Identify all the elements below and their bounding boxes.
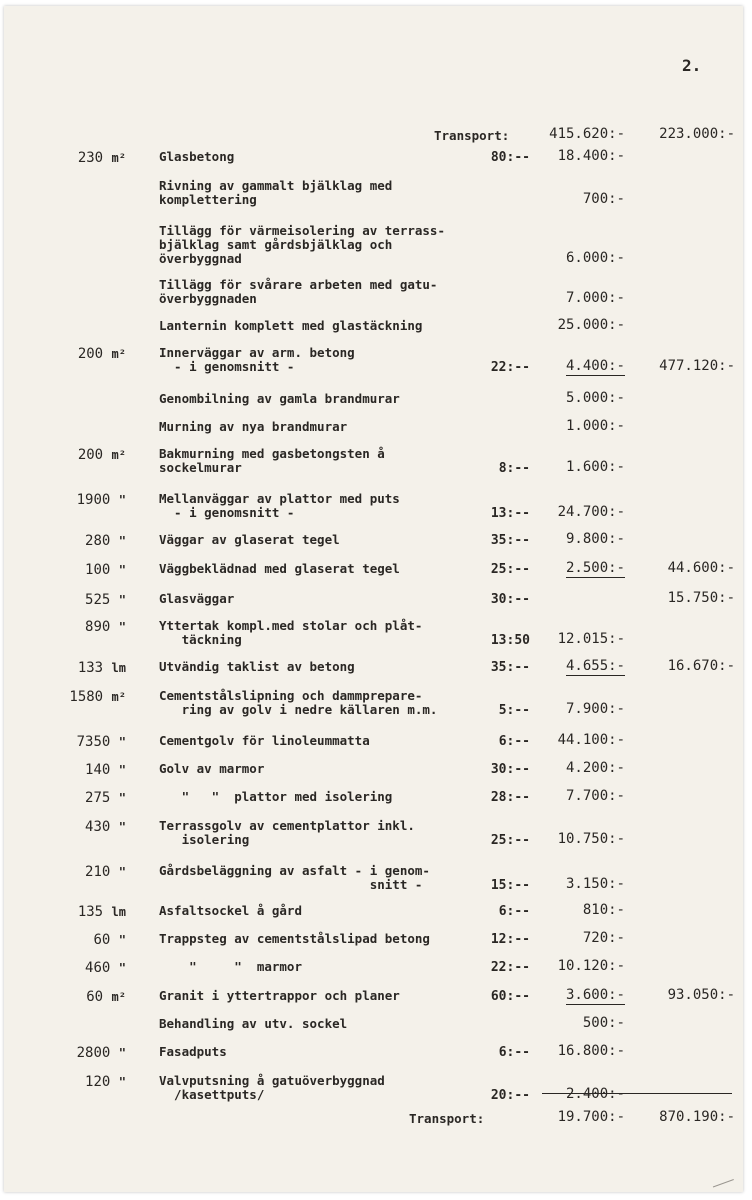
row-quantity-value: 60 <box>93 932 111 948</box>
row-amount: 9.800:- <box>565 531 625 547</box>
row-quantity-value: 7350 <box>76 734 111 750</box>
row-amount: 18.400:- <box>557 148 625 164</box>
row-quantity <box>78 150 126 166</box>
row-amount: 1.600:- <box>565 459 625 475</box>
row-quantity <box>77 492 126 508</box>
row-description <box>159 734 479 748</box>
row-description-line: täckning <box>159 632 242 647</box>
row-description-line: isolering <box>159 832 250 847</box>
row-description <box>159 278 479 306</box>
row-description <box>159 150 479 164</box>
row-description-line: Lanternin komplett med glastäckning <box>159 318 423 333</box>
row-description <box>159 562 479 576</box>
row-description <box>159 179 479 207</box>
row-unit-price: 6:-- <box>498 1045 530 1060</box>
row-quantity-value: 200 <box>77 346 104 362</box>
row-description-line: Tillägg för värmeisolering av terrass- <box>159 223 445 238</box>
row-description-line: " " plattor med isolering <box>159 789 393 804</box>
row-group-total: 93.050:- <box>667 987 735 1003</box>
row-amount: 16.800:- <box>557 1043 625 1059</box>
row-unit-price: 13:-- <box>490 506 530 521</box>
row-description <box>159 346 479 374</box>
row-description-line: Valvputsning å gatuöverbyggnad <box>159 1073 385 1088</box>
row-unit-price: 25:-- <box>490 562 530 577</box>
row-quantity <box>77 1045 126 1061</box>
row-description-line: Asfaltsockel å gård <box>159 903 302 918</box>
row-description <box>159 660 479 674</box>
row-unit: lm <box>111 905 126 919</box>
row-description-line: snitt - <box>159 877 423 892</box>
row-description-line: Tillägg för svårare arbeten med gatu- <box>159 277 438 292</box>
row-amount: 7.000:- <box>565 290 625 306</box>
row-description-line: Väggar av glaserat tegel <box>159 532 340 547</box>
row-unit-price: 35:-- <box>490 660 530 675</box>
row-description-line: ring av golv i nedre källaren m.m. <box>159 702 438 717</box>
row-unit-price: 13:50 <box>490 633 530 648</box>
row-quantity-value: 460 <box>85 960 111 976</box>
row-quantity-value: 2800 <box>76 1045 111 1061</box>
row-amount: 12.015:- <box>557 631 625 647</box>
row-description <box>159 762 479 776</box>
row-quantity <box>86 989 126 1005</box>
row-quantity-value: 280 <box>85 533 111 549</box>
row-description-line: bjälklag samt gårdsbjälklag och <box>159 237 393 252</box>
row-description-line: - i genomsnitt - <box>159 359 295 374</box>
row-description-line: Innerväggar av arm. betong <box>159 345 355 360</box>
row-description-line: Golv av marmor <box>159 761 265 776</box>
transport-top-total: 223.000:- <box>659 126 735 142</box>
row-unit: m² <box>111 151 126 165</box>
row-description <box>159 592 479 606</box>
row-description-line: Terrassgolv av cementplattor inkl. <box>159 818 415 833</box>
row-description-line: Mellanväggar av plattor med puts <box>159 491 400 506</box>
row-description <box>159 819 479 847</box>
row-unit-price: 12:-- <box>490 932 530 947</box>
row-unit: " <box>118 563 126 577</box>
row-description-line: Utvändig taklist av betong <box>159 659 355 674</box>
row-quantity <box>85 619 126 635</box>
row-amount: 7.700:- <box>565 788 625 804</box>
row-quantity <box>85 533 126 549</box>
row-quantity <box>85 790 126 806</box>
row-unit-price: 22:-- <box>490 960 530 975</box>
row-amount: 10.120:- <box>557 958 625 974</box>
row-description <box>159 904 479 918</box>
row-unit-price: 35:-- <box>490 533 530 548</box>
row-unit: lm <box>111 661 126 675</box>
row-description-line: Glasväggar <box>159 591 235 606</box>
row-group-total: 16.670:- <box>667 658 735 674</box>
row-group-total: 44.600:- <box>667 560 735 576</box>
row-description-line: /kasettputs/ <box>159 1087 265 1102</box>
row-amount: 4.200:- <box>565 760 625 776</box>
transport-bottom-sum: 19.700:- <box>557 1109 625 1125</box>
row-description <box>159 392 479 406</box>
row-unit: " <box>118 865 126 879</box>
row-description-line: komplettering <box>159 192 257 207</box>
row-description <box>159 420 479 434</box>
row-quantity <box>69 689 126 705</box>
row-description-line: sockelmurar <box>159 460 242 475</box>
transport-top-label: Transport: <box>434 128 510 143</box>
row-quantity-value: 430 <box>85 819 111 835</box>
row-quantity-value: 135 <box>77 904 104 920</box>
row-unit: " <box>118 593 126 607</box>
document-page <box>4 6 743 1192</box>
row-description <box>159 790 479 804</box>
row-description <box>159 492 479 520</box>
row-unit: " <box>118 820 126 834</box>
row-description <box>159 689 479 717</box>
row-unit: " <box>118 791 126 805</box>
row-unit: m² <box>111 347 126 361</box>
row-description-line: överbyggnaden <box>159 291 257 306</box>
row-group-total: 15.750:- <box>667 590 735 606</box>
row-description-line: Trappsteg av cementstålslipad betong <box>159 931 430 946</box>
row-quantity <box>78 447 126 463</box>
row-description <box>159 1074 479 1102</box>
row-quantity-value: 275 <box>85 790 111 806</box>
row-quantity <box>78 346 126 362</box>
row-quantity-value: 890 <box>85 619 111 635</box>
row-description-line: " " marmor <box>159 959 302 974</box>
row-amount: 1.000:- <box>565 418 625 434</box>
row-description-line: Glasbetong <box>159 149 235 164</box>
row-quantity-value: 60 <box>86 989 104 1005</box>
row-amount: 720:- <box>582 930 625 946</box>
row-quantity-value: 230 <box>77 150 104 166</box>
row-amount: 500:- <box>582 1015 625 1031</box>
row-description-line: Rivning av gammalt bjälklag med <box>159 178 393 193</box>
row-quantity <box>85 592 126 608</box>
row-unit-price: 28:-- <box>490 790 530 805</box>
row-unit-price: 30:-- <box>490 762 530 777</box>
row-description <box>159 989 479 1003</box>
row-quantity <box>85 819 126 835</box>
row-amount: 2.500:- <box>565 560 625 576</box>
row-description-line: Gårdsbeläggning av asfalt - i genom- <box>159 863 430 878</box>
row-description-line: Murning av nya brandmurar <box>159 419 348 434</box>
transport-bottom-total: 870.190:- <box>659 1109 735 1125</box>
row-description <box>159 619 479 647</box>
row-unit: " <box>118 534 126 548</box>
row-quantity-value: 140 <box>85 762 111 778</box>
row-unit-price: 5:-- <box>498 703 530 718</box>
page-corner-mark <box>710 1172 734 1188</box>
row-quantity-value: 525 <box>85 592 111 608</box>
row-amount: 24.700:- <box>557 504 625 520</box>
row-amount: 810:- <box>582 902 625 918</box>
row-description <box>159 960 479 974</box>
row-amount: 2.400:- <box>565 1086 625 1102</box>
transport-top-sum: 415.620:- <box>549 126 625 142</box>
row-description-line: Yttertak kompl.med stolar och plåt- <box>159 618 423 633</box>
row-unit: " <box>118 1046 126 1060</box>
row-quantity-value: 210 <box>85 864 111 880</box>
row-description-line: Väggbeklädnad med glaserat tegel <box>159 561 400 576</box>
page-number: 2. <box>682 56 702 75</box>
row-amount: 4.655:- <box>565 658 625 674</box>
row-description-line: Genombilning av gamla brandmurar <box>159 391 400 406</box>
row-quantity <box>85 960 126 976</box>
sum-rule <box>542 1093 732 1094</box>
row-description-line: Cementgolv för linoleummatta <box>159 733 370 748</box>
row-amount: 44.100:- <box>557 732 625 748</box>
row-unit: m² <box>111 690 126 704</box>
row-description-line: Bakmurning med gasbetongsten å <box>159 446 385 461</box>
row-unit-price: 6:-- <box>498 904 530 919</box>
row-description <box>159 447 479 475</box>
row-quantity <box>85 762 126 778</box>
row-unit-price: 25:-- <box>490 833 530 848</box>
row-description <box>159 224 479 266</box>
row-unit: " <box>118 620 126 634</box>
row-unit-price: 80:-- <box>490 150 530 165</box>
row-unit-price: 30:-- <box>490 592 530 607</box>
row-description <box>159 533 479 547</box>
row-quantity <box>78 660 126 676</box>
row-amount: 10.750:- <box>557 831 625 847</box>
row-quantity <box>78 904 126 920</box>
row-description <box>159 864 479 892</box>
row-amount: 6.000:- <box>565 250 625 266</box>
row-amount: 3.150:- <box>565 876 625 892</box>
row-amount: 5.000:- <box>565 390 625 406</box>
row-unit-price: 20:-- <box>490 1088 530 1103</box>
row-unit: " <box>118 763 126 777</box>
row-unit-price: 15:-- <box>490 878 530 893</box>
row-description-line: - i genomsnitt - <box>159 505 295 520</box>
row-quantity <box>93 932 126 948</box>
row-unit-price: 6:-- <box>498 734 530 749</box>
row-quantity <box>85 864 126 880</box>
row-quantity-value: 1900 <box>76 492 111 508</box>
row-unit-price: 60:-- <box>490 989 530 1004</box>
row-unit-price: 8:-- <box>498 461 530 476</box>
row-quantity-value: 133 <box>77 660 104 676</box>
row-description-line: Behandling av utv. sockel <box>159 1016 348 1031</box>
row-description-line: Fasadputs <box>159 1044 227 1059</box>
row-amount: 3.600:- <box>565 987 625 1003</box>
row-description-line: Cementstålslipning och dammprepare- <box>159 688 423 703</box>
row-amount: 700:- <box>582 191 625 207</box>
row-quantity-value: 100 <box>85 562 111 578</box>
row-quantity-value: 120 <box>85 1074 111 1090</box>
row-description <box>159 932 479 946</box>
row-unit: m² <box>111 448 126 462</box>
row-amount: 25.000:- <box>557 317 625 333</box>
row-unit: " <box>118 493 126 507</box>
row-unit: " <box>118 1075 126 1089</box>
row-quantity <box>85 1074 126 1090</box>
row-quantity <box>85 562 126 578</box>
row-description <box>159 1045 479 1059</box>
row-amount: 4.400:- <box>565 358 625 374</box>
row-description-line: Granit i yttertrappor och planer <box>159 988 400 1003</box>
row-quantity-value: 200 <box>77 447 104 463</box>
row-unit: " <box>118 735 126 749</box>
row-quantity-value: 1580 <box>69 689 104 705</box>
row-unit: " <box>118 933 126 947</box>
row-unit: " <box>118 961 126 975</box>
row-unit: m² <box>111 990 126 1004</box>
row-amount: 7.900:- <box>565 701 625 717</box>
row-unit-price: 22:-- <box>490 360 530 375</box>
row-description-line: överbyggnad <box>159 251 242 266</box>
row-quantity <box>77 734 126 750</box>
row-description <box>159 1017 479 1031</box>
row-description <box>159 319 479 333</box>
transport-bottom-label: Transport: <box>409 1111 485 1126</box>
row-group-total: 477.120:- <box>659 358 735 374</box>
